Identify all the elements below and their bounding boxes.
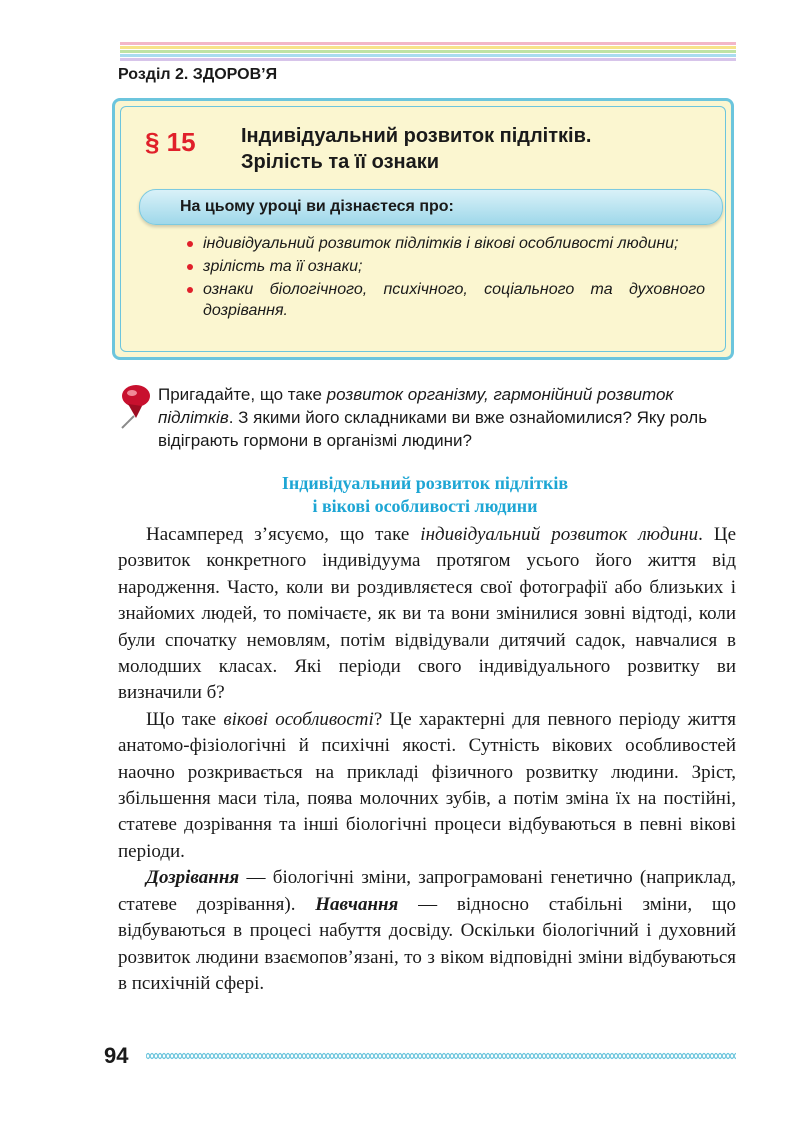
lesson-intro-box: [112, 98, 734, 360]
paragraph: [118, 707, 736, 865]
learning-goals-list: [185, 233, 705, 323]
text-run: . Це розвиток конкретного індивідуума протягом усього його життя від народження. Часто, коли ви роздивляєтеся свої фотографії або близьких і знайомих людей, то помічаєте, як ви та вони змінилися зовні відтоді, коли були спочатку немовлям, потім відвідували дитячий садок, навчалися в молодших класах. Які періоди свого індивідуального розвитку ви визначили б?: [118, 524, 737, 704]
list-item: індивідуальний розвиток підлітків і вікові особливості людини;: [185, 233, 705, 254]
recall-prefix: Пригадайте, що таке: [158, 385, 327, 404]
recall-suffix: . З якими його складниками ви вже ознайомилися? Яку роль відіграють гормони в організмі людини?: [158, 408, 708, 450]
paragraph: [118, 522, 736, 707]
lesson-title: [241, 123, 591, 175]
term-bold-italic: Навчання: [315, 893, 399, 915]
paragraph: [118, 865, 736, 997]
text-run: ? Це характерні для певного періоду життя анатомо-фізіологічні й психічні якості. Сутність вікових особливостей наочно розкривається на прикладі фізичного розвитку людини. Зріст, збільшення маси тіла, поява молочних зубів, а потім зміна їх на постійні, статеве дозрівання та інші біологічні процеси відбуваються в певні вікові періоди.: [118, 708, 736, 862]
page-number: 94: [104, 1043, 129, 1068]
learning-goals-banner: [139, 189, 723, 225]
text-run: — відносно стабільні зміни, що відбуваються в процесі набуття досвіду. Оскільки біологічний і духовний розвиток людини взаємопов’язані, то з віком відповідні зміни відбуваються в психічній сфері.: [118, 893, 736, 994]
lesson-title-line2: Зрілість та її ознаки: [241, 151, 440, 173]
section-heading: [140, 472, 710, 518]
term-italic: індивідуальний розвиток людини: [420, 524, 699, 545]
text-run: Що таке: [146, 708, 224, 730]
header-decoration-stripes: [120, 42, 736, 64]
term-bold-italic: Дозрівання: [146, 867, 240, 889]
learning-goals-label: На цьому уроці ви дізнаєтеся про:: [180, 198, 454, 215]
body-text: [118, 522, 736, 997]
pushpin-icon: [114, 384, 154, 430]
section-heading-line2: і вікові особливості людини: [312, 496, 538, 516]
section-heading-line1: Індивідуальний розвиток підлітків: [281, 473, 569, 493]
footer-wave-decoration: [146, 1051, 736, 1061]
chapter-header: Розділ 2. ЗДОРОВ’Я: [118, 66, 278, 83]
list-item: зрілість та її ознаки;: [185, 256, 705, 277]
term-italic: вікові особливості: [223, 708, 374, 730]
section-number: § 15: [145, 127, 196, 157]
recall-question: [158, 383, 736, 452]
lesson-title-line1: Індивідуальний розвиток підлітків.: [241, 125, 592, 147]
text-run: — біологічні зміни, запрограмовані генетично (наприклад, статеве дозрівання).: [118, 867, 736, 915]
list-item: ознаки біологічного, психічного, соціального та духовного дозрівання.: [185, 279, 705, 321]
text-run: Насамперед з’ясуємо, що таке: [146, 524, 421, 545]
recall-term: розвиток організму, гармонійний розвиток підлітків: [158, 385, 674, 427]
